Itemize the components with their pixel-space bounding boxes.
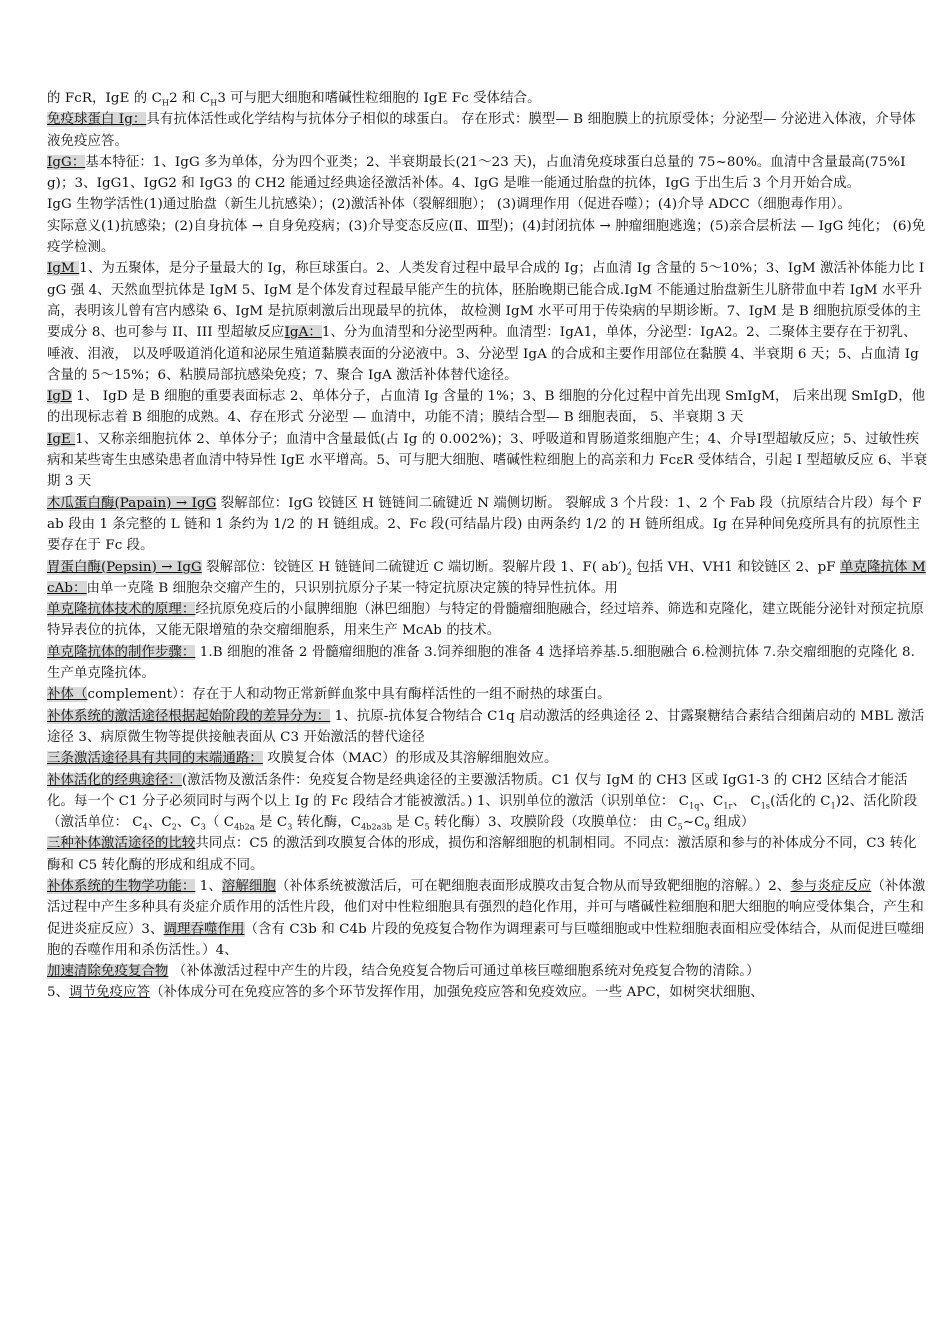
paragraph	[47, 982, 928, 1003]
text-run: 5、	[47, 985, 70, 1001]
text-run: 1、抗原-抗体复合物结合 C1q 启动激活的经典途径 2、甘露聚糖结合素结合细菌启动的 MBL 激活途径 3、病原微生物等提供接触表面从 C3 开始激活的替代途径	[47, 708, 925, 745]
paragraph	[47, 684, 928, 705]
heading-term: IgE	[47, 431, 76, 447]
heading-term: 补体（	[47, 687, 88, 703]
heading-term: 补体系统的激活途径根据起始阶段的差异分为：	[47, 708, 331, 724]
heading-term: IgM	[47, 261, 80, 277]
heading-term: IgA：	[284, 325, 322, 341]
paragraph	[47, 706, 928, 749]
subscript: 4	[142, 822, 148, 832]
subscript: H	[210, 98, 218, 108]
subscript: 5	[424, 822, 430, 832]
text-run: 、C	[176, 815, 201, 831]
heading-term: 免疫球蛋白 Ig：	[47, 112, 147, 128]
text-run: 、 C	[732, 793, 761, 809]
text-run: 1、	[195, 878, 222, 894]
text-run: (活化的 C	[770, 793, 831, 809]
subscript: 5	[677, 822, 683, 832]
heading-term: 加速清除免疫复合物	[47, 964, 169, 980]
paragraph	[47, 152, 928, 195]
subscript: 1r	[723, 801, 733, 811]
text-run: 的 FcR，IgE 的 C	[47, 91, 162, 106]
subscript: 2	[626, 567, 632, 577]
paragraph	[47, 833, 928, 876]
text-run: 参与炎症反应	[790, 878, 872, 894]
text-run: complement）：存在于人和动物正常新鲜血浆中具有酶样活性的一组不耐热的球蛋白。	[87, 687, 611, 703]
text-run: （ C	[205, 815, 235, 831]
text-run: 1、分为血清型和分泌型两种。血清型：IgA1，单体，分泌型：IgA2。2、二聚体主要存在于初乳、唾液、泪液， 以及呼吸道消化道和泌尿生殖道黏膜表面的分泌液中。3、分泌型 IgA 的合成和主要作用部位在黏膜 4、半衰期 6 天；5、占血清 Ig 含量的 5～15%；6、粘膜局部抗感染免疫；7、聚合 IgA 激活补体替代途径。	[47, 325, 919, 383]
text-run: 由单一克隆 B 细胞杂交瘤产生的，只识别抗原分子某一特定抗原决定簇的特异性抗体。用	[86, 580, 618, 596]
text-run: 共同点：C5 的激活到攻膜复合体的形成，损伤和溶解细胞的机制相同。不同点：激活原和参与的补体成分不同，C3 转化酶和 C5 转化酶的形成和组成不同。	[47, 836, 917, 873]
text-run: 3 可与肥大细胞和嗜碱性粒细胞的 IgE Fc 受体结合。	[217, 91, 541, 106]
text-run: 转化酶，C	[292, 815, 362, 831]
subscript: 1s	[760, 801, 771, 811]
text-run: 实际意义(1)抗感染；(2)自身抗体 → 自身免疫病；(3)介导变态反应(Ⅱ、Ⅲ型)；(4)封闭抗体 → 肿瘤细胞逃逸；(5)亲合层析法 — IgG 纯化； (6)免疫学检测。	[47, 218, 926, 256]
text-run: 经抗原免疫后的小鼠脾细胞（淋巴细胞）与特定的骨髓瘤细胞融合，经过培养、筛选和克隆化，建立既能分泌针对预定抗原特异表位的抗体，又能无限增殖的杂交瘤细胞系，用来生产 McAb 的技术。	[47, 602, 924, 639]
text-run: 攻膜复合体（MAC）的形成及其溶解细胞效应。	[262, 751, 558, 767]
paragraph	[47, 194, 928, 215]
text-run: 1、又称亲细胞抗体 2、单体分子；血清中含量最低(占 Ig 的 0.002%)；3、呼吸道和胃肠道浆细胞产生；4、介导Ⅰ型超敏反应；5、过敏性疾病和某些寄生虫感染患者血清中特异性 IgE 水平增高。5、可与肥大细胞、嗜碱性粒细胞上的高亲和力 FcεR 受体结合，引起 I 型超敏反应 6、半衰期 3 天	[47, 431, 928, 490]
paragraph	[47, 770, 928, 834]
heading-term: 三种补体激活途径的比较	[47, 836, 196, 852]
heading-term: IgG：	[47, 154, 86, 170]
text-run: 1.B 细胞的准备 2 骨髓瘤细胞的准备 3.饲养细胞的准备 4 选择培养基.5.细胞融合 6.检测抗体 7.杂交瘤细胞的克隆化 8.生产单克隆抗体。	[47, 644, 915, 682]
subscript: 3	[287, 822, 293, 832]
paragraph	[47, 258, 928, 386]
paragraph	[47, 216, 928, 259]
paragraph	[47, 109, 928, 152]
text-run: （补体激活过程中产生的片段，结合免疫复合物后可通过单核巨噬细胞系统对免疫复合物的清除。）	[168, 964, 760, 980]
text-run: 基本特征：1、IgG 多为单体，分为四个亚类；2、半衰期最长(21～23 天)，占血清免疫球蛋白总量的 75~80%。血清中含量最高(75%Ig)；3、IgG1、IgG2 和 IgG3 的 CH2 能通过经典途径激活补体。4、IgG 是唯一能通过胎盘的抗体，IgG 于出生后 3 个月开始合成。	[47, 154, 906, 192]
text-run: 1、 IgD 是 B 细胞的重要表面标志 2、单体分子，占血清 Ig 含量的 1%；3、B 细胞的分化过程中首先出现 SmIgM， 后来出现 SmIgD，他的出现标志着 B 细胞的成熟。4、存在形式 分泌型 — 血清中，功能不清；膜结合型— B 细胞表面， 5、半衰期 3 天	[47, 389, 926, 426]
paragraph	[47, 386, 928, 429]
subscript: 1q	[689, 801, 700, 811]
heading-term: 胃蛋白酶(Pepsin) → IgG	[47, 559, 202, 575]
text-run: 调节免疫应答	[69, 985, 151, 1001]
text-run: 组成）	[709, 815, 755, 831]
text-run: 包括 VH、VH1 和铰链区 2、pF	[631, 559, 841, 575]
paragraph	[47, 876, 928, 961]
heading-term: 三条激活途径具有共同的末端通路：	[47, 751, 263, 767]
paragraph	[47, 88, 928, 109]
text-run: 、C	[147, 815, 172, 831]
text-run: 裂解部位：铰链区 H 链链间二硫键近 C 端切断。裂解片段 1、F( ab′)	[201, 559, 627, 575]
paragraph	[47, 599, 928, 642]
heading-term: 木瓜蛋白酶(Papain) → IgG	[47, 495, 217, 511]
text-run: 是 C	[391, 815, 425, 831]
paragraph	[47, 493, 928, 557]
subscript: 4b2a	[234, 822, 255, 832]
subscript: 1	[830, 801, 836, 811]
heading-term: IgD	[47, 389, 72, 405]
paragraph	[47, 557, 928, 600]
paragraph	[47, 429, 928, 493]
paragraph	[47, 642, 928, 685]
text-run: ~C	[682, 815, 705, 831]
text-run: （含有 C3b 和 C4b 片段的免疫复合物作为调理素可与巨噬细胞或中性粒细胞表面相应受体结合，从而促进巨噬细胞的吞噬作用和杀伤活性。）4、	[47, 921, 925, 958]
heading-term: 单克隆抗体的制作步骤：	[47, 644, 196, 660]
subscript: 2	[171, 822, 177, 832]
subscript: 4b2a3b	[361, 822, 392, 832]
subscript: 9	[704, 822, 710, 832]
paragraph	[47, 961, 928, 982]
heading-term: 补体活化的经典途径：	[47, 772, 182, 788]
heading-term: 单克隆抗体技术的原理：	[47, 602, 196, 618]
text-run: 裂解部位：IgG 铰链区 H 链链间二硫键近 N 端侧切断。 裂解成 3 个片段：1、2 个 Fab 段（抗原结合片段）每个 Fab 段由 1 条完整的 L 链和 1 条约为 1/2 的 H 链组成。2、Fc 段(可结晶片段) 由两条约 1/2 的 H 链所组成。Ig 在异种间免疫所具有的抗原性主要存在于 Fc 段。	[47, 495, 922, 554]
text-run: 具有抗体活性或化学结构与抗体分子相似的球蛋白。 存在形式：膜型— B 细胞膜上的抗原受体；分泌型— 分泌进入体液，介导体液免疫应答。	[47, 112, 916, 149]
heading-term: 单克隆抗体 McAb：	[47, 559, 926, 596]
text-run: （补体成分可在免疫应答的多个环节发挥作用，加强免疫应答和免疫效应。一些 APC，如树突状细胞、	[150, 985, 764, 1001]
heading-term: 溶解细胞	[221, 878, 276, 894]
subscript: 3	[200, 822, 206, 832]
subscript: H	[162, 98, 170, 108]
text-run: 、C	[699, 793, 724, 809]
paragraph	[47, 748, 928, 769]
text-run: 2 和 C	[169, 91, 211, 106]
text-run: 1、为五聚体，是分子量最大的 Ig，称巨球蛋白。2、人类发育过程中最早合成的 Ig；占血清 Ig 含量的 5～10%；3、IgM 激活补体能力比 IgG 强 4、天然血型抗体是 IgM 5、IgM 是个体发育过程最早能产生的抗体，胚胎晚期已能合成.IgM 不能通过胎盘新生儿脐带血中若 IgM 水平升高，表明该儿曾有宫内感染 6、IgM 是抗原刺激后出现最早的抗体， 故检测 IgM 水平可用于传染病的早期诊断。7、IgM 是 B 细胞抗原受体的主要成分 8、也可参与 II、III 型超敏反应	[47, 261, 925, 341]
text-run: （补体系统被激活后，可在靶细胞表面形成膜攻击复合物从而导致靶细胞的溶解。）2、	[275, 878, 791, 894]
heading-term: 补体系统的生物学功能：	[47, 878, 196, 894]
heading-term: 调理吞噬作用	[163, 921, 245, 937]
text-run: 是 C	[254, 815, 288, 831]
text-run: )2、活化阶段（激活单位： C	[47, 793, 918, 831]
text-run: （补体激活过程中产生多种具有炎症介质作用的活性片段，他们对中性粒细胞具有强烈的趋化作用，并可与嗜碱性粒细胞和肥大细胞的响应受体集合，产生和促进炎症反应）3、	[47, 878, 926, 937]
text-run: IgG 生物学活性(1)通过胎盘（新生儿抗感染）；(2)激活补体（裂解细胞）； (3)调理作用（促进吞噬）；(4)介导 ADCC（细胞毒作用）。	[47, 197, 852, 213]
text-run: (激活物及激活条件：免疫复合物是经典途径的主要激活物质。C1 仅与 IgM 的 CH3 区或 IgG1-3 的 CH2 区结合才能活化。每一个 C1 分子必须同时与两个以上 Ig 的 Fc 段结合才能被激活。) 1、识别单位的激活（识别单位： C	[47, 772, 908, 809]
text-run: 转化酶）3、攻膜阶段（攻膜单位： 由 C	[429, 815, 678, 831]
